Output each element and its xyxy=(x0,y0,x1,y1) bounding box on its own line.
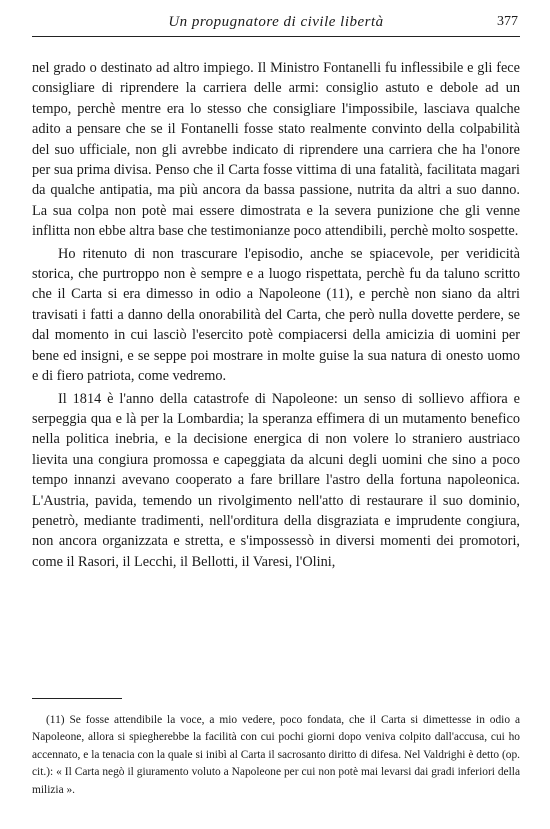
body-text xyxy=(32,58,520,572)
paragraph-1: nel grado o destinato ad altro impiego. Il Ministro Fontanelli fu inflessibile e gli fece consigliare di riprendere la carriera delle armi: consiglio astuto e debole ad un tempo, perchè mentre era lo stesso che consigliare l'impossibile, lasciava qualche adito a pensare che se il Fontanelli fosse stato realmente convinto della colpabilità del suo ufficiale, non gli avrebbe indicato di riprendere una carriera che ha l'onore per sua prima divisa. Penso che il Carta fosse vittima di una fatalità, facilitata magari da qualche antipatia, ma più ancora da bassa passione, nutrita da altri a suo danno. La sua colpa non potè mai essere dimostrata e la severa punizione che gli venne inflitta non ebbe altra base che testimonianze poco attendibili, perchè molto sospette. xyxy=(32,60,520,240)
running-title: Un propugnatore di civile libertà xyxy=(168,14,384,30)
paragraph-2: Ho ritenuto di non trascurare l'episodio, anche se spiacevole, per veridicità storica, che purtroppo non è sempre e a luogo rispettata, perchè fu da taluno scritto che il Carta si era dimesso in odio a Napoleone (11), e perchè non siano da altri travisati i fatti a danno della onorabilità del Carta, che però nulla dovette perdere, se dal momento in cui lasciò l'esercito potè compiacersi della amicizia di uomini per bene ed insigni, e se seppe poi mostrare in molte guise la sua natura di onesto uomo e di fiero patriota, come vedremo. xyxy=(32,245,520,385)
footnote-11: (11) Se fosse attendibile la voce, a mio vedere, poco fondata, che il Carta si dimettesse in odio a Napoleone, allora si spiegherebbe la facilità con cui pochi giorni dopo veniva colpito dall'accusa, cui ho accennato, e la tenacia con la quale si inibì al Carta il sacrosanto diritto di difesa. Nel Valdrighi è detto (op. cit.): « Il Carta negò il giuramento voluto a Napoleone per cui non potè mai levarsi dai gradi inferiori della milizia ». xyxy=(32,714,520,796)
footnote-separator xyxy=(32,698,122,699)
paragraph-3: Il 1814 è l'anno della catastrofe di Napoleone: un senso di sollievo affiora e serpeggia qua e là per la Lombardia; la speranza effimera di un mutamento benefico nella politica inebria, e la decisione energica di non volere lo straniero austriaco lievita una congiura promossa e capeggiata da alcuni degli uomini che sino a poco tempo innanzi avevano cooperato a fare brillare l'astro della fortuna napoleonica. L'Austria, pavida, temendo un rivolgimento nell'atto di restaurare il suo dominio, penetrò, mediante tradimenti, nell'orditura della disgraziata e imprudente congiura, non ancora organizzata e stretta, e s'impossessò in diversi momenti dei promotori, come il Rasori, il Lecchi, il Bellotti, il Varesi, l'Olini, xyxy=(32,390,520,570)
page-number: 377 xyxy=(497,14,518,29)
running-header xyxy=(32,12,520,37)
